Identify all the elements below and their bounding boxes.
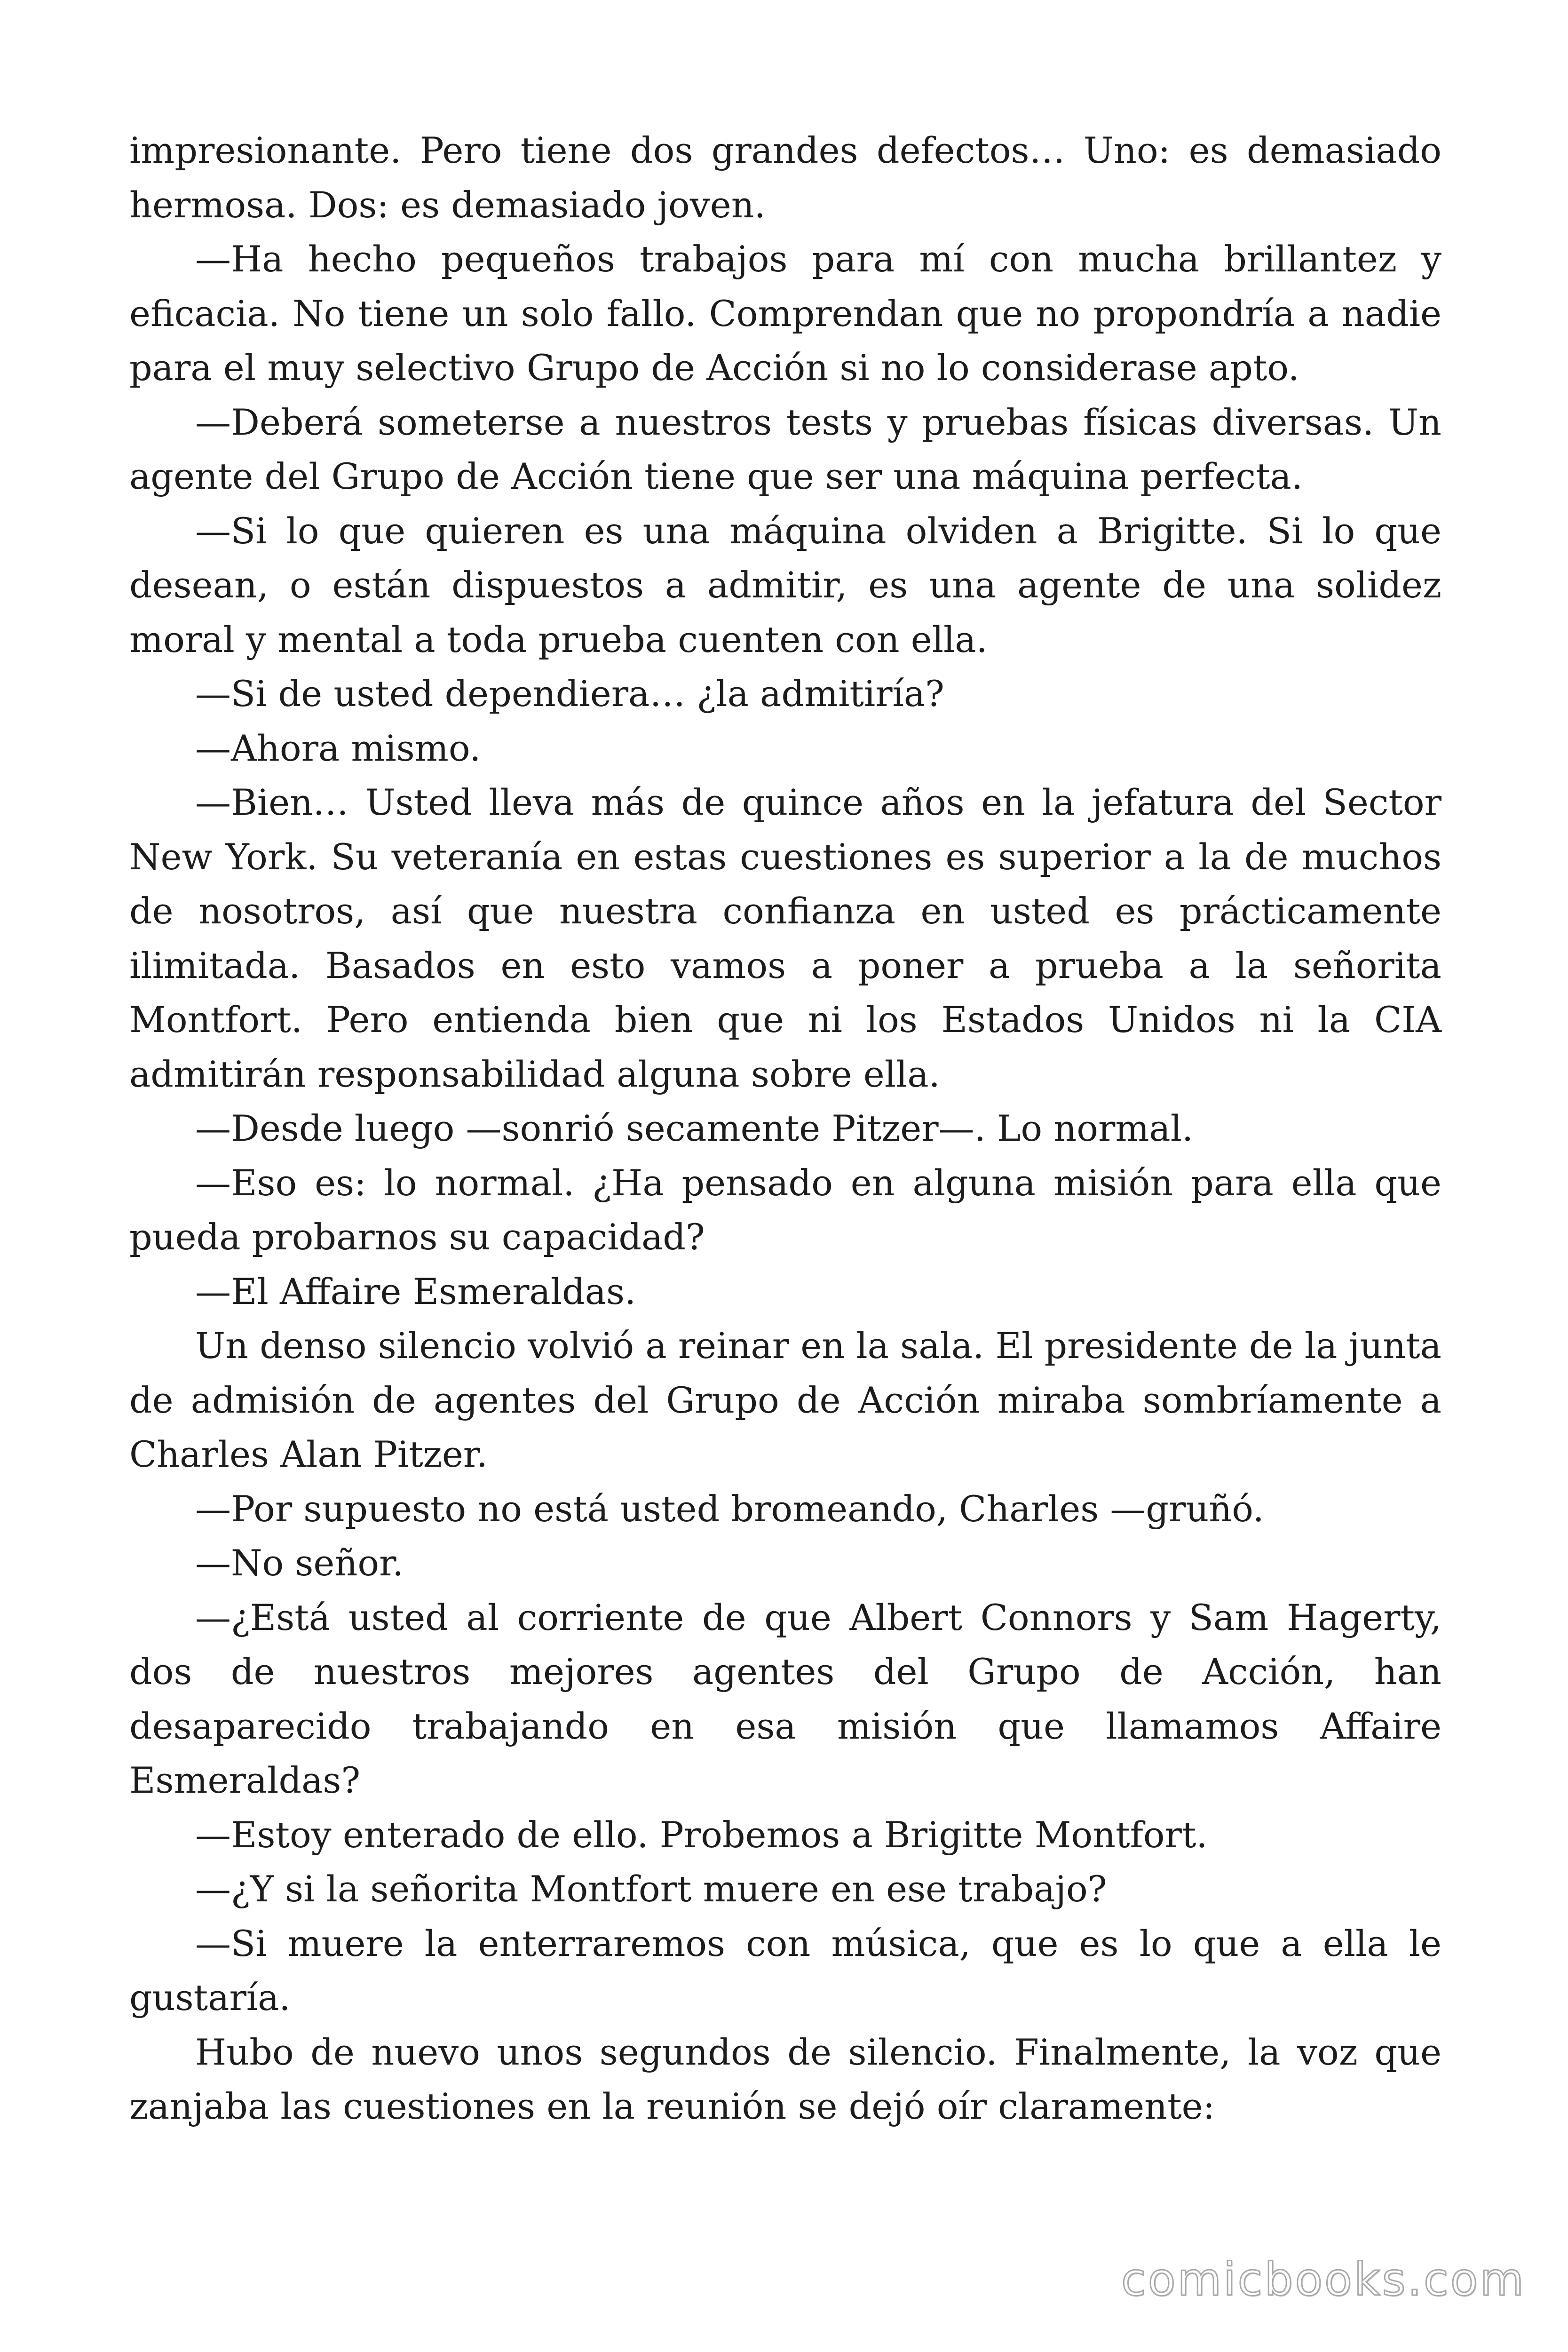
paragraph: impresionante. Pero tiene dos grandes defectos… Uno: es demasiado hermosa. Dos: es demasiado joven. [129,129,1441,226]
paragraph: —El Affaire Esmeraldas. [195,1270,636,1312]
paragraph: —Si de usted dependiera… ¿la admitiría? [195,673,944,715]
body-text [129,123,1441,2134]
paragraph: —Ahora mismo. [195,727,481,769]
paragraph: Un denso silencio volvió a reinar en la sala. El presidente de la junta de admisión de agentes del Grupo de Acción miraba sombríamente a Charles Alan Pitzer. [129,1325,1441,1475]
paragraph: —Bien… Usted lleva más de quince años en la jefatura del Sector New York. Su veteranía en estas cuestiones es superior a la de muchos de nosotros, así que nuestra confianza en usted es prácticamente ilimitada. Basados en esto vamos a poner a prueba a la señorita Montfort. Pero entienda bien que ni los Estados Unidos ni la CIA admitirán responsabilidad alguna sobre ella. [129,781,1441,1095]
paragraph: —¿Y si la señorita Montfort muere en ese trabajo? [195,1868,1107,1910]
paragraph: —Ha hecho pequeños trabajos para mí con mucha brillantez y eficacia. No tiene un solo fallo. Comprendan que no propondría a nadie para el muy selectivo Grupo de Acción si no lo considerase apto. [129,238,1441,389]
paragraph: —Eso es: lo normal. ¿Ha pensado en alguna misión para ella que pueda probarnos su capacidad? [129,1161,1441,1258]
paragraph: —Si lo que quieren es una máquina olviden a Brigitte. Si lo que desean, o están dispuestos a admitir, es una agente de una solidez moral y mental a toda prueba cuenten con ella. [129,509,1441,660]
paragraph: —Por supuesto no está usted bromeando, Charles —gruñó. [195,1487,1264,1530]
paragraph: —Desde luego —sonrió secamente Pitzer—. Lo normal. [195,1107,1194,1149]
paragraph: —Estoy enterado de ello. Probemos a Brigitte Montfort. [195,1813,1208,1856]
paragraph: —Si muere la enterraremos con música, que es lo que a ella le gustaría. [129,1922,1441,2018]
paragraph: —Deberá someterse a nuestros tests y pruebas físicas diversas. Un agente del Grupo de Acción tiene que ser una máquina perfecta. [129,401,1441,497]
paragraph: Hubo de nuevo unos segundos de silencio. Finalmente, la voz que zanjaba las cuestiones en la reunión se dejó oír claramente: [129,2031,1441,2127]
paragraph: —¿Está usted al corriente de que Albert Connors y Sam Hagerty, dos de nuestros mejores agentes del Grupo de Acción, han desaparecido trabajando en esa misión que llamamos Affaire Esmeraldas? [129,1596,1441,1801]
paragraph: —No señor. [195,1542,404,1584]
site-watermark: comicbooks.com [1121,2253,1526,2306]
